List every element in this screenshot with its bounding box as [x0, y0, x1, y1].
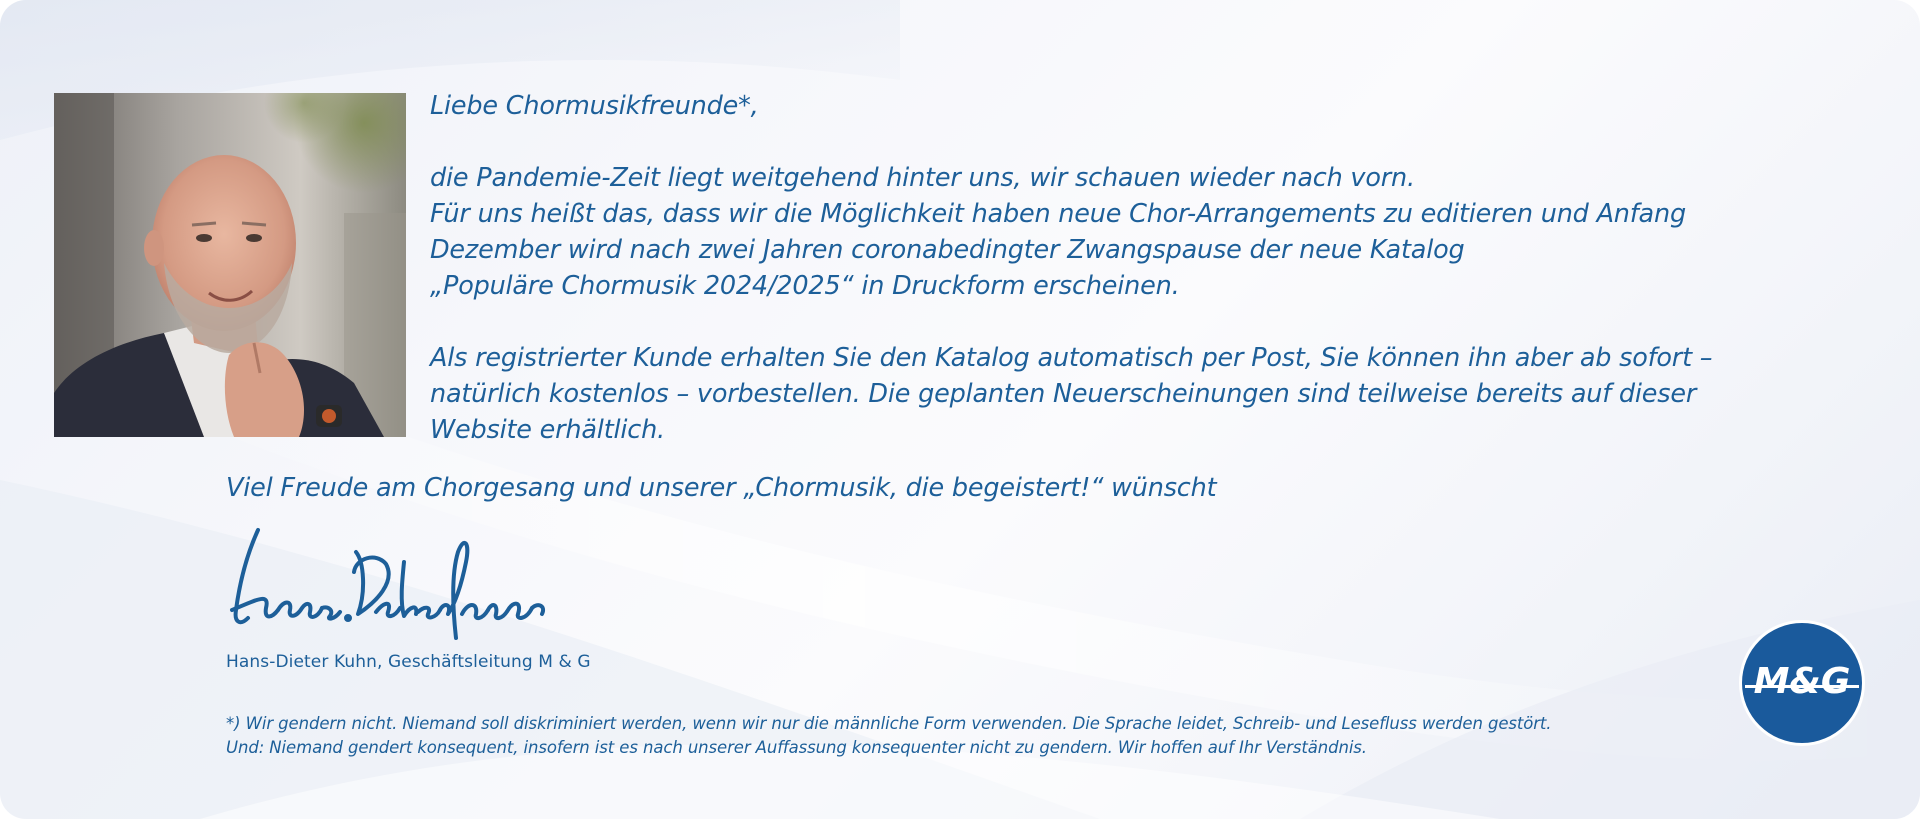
signer-name: Hans-Dieter Kuhn, Geschäftsleitung M & G [226, 652, 591, 672]
salutation: Liebe Chormusikfreunde*, [430, 91, 759, 121]
footnote-line: Und: Niemand gendert konsequent, insofern ist es nach unserer Auffassung konsequenter nicht zu gendern. Wir hoffen auf Ihr Verständnis. [226, 738, 1367, 757]
paragraph1-line: die Pandemie-Zeit liegt weitgehend hinter uns, wir schauen wieder nach vorn. [430, 163, 1415, 193]
paragraph2-line: Website erhältlich. [430, 415, 665, 445]
mg-logo-icon[interactable] [1737, 618, 1867, 748]
paragraph2-line: Als registrierter Kunde erhalten Sie den Katalog automatisch per Post, Sie können ihn aber ab sofort – [430, 343, 1713, 373]
paragraph1-line: Dezember wird nach zwei Jahren coronabedingter Zwangspause der neue Katalog [430, 235, 1465, 265]
paragraph1-line: „Populäre Chormusik 2024/2025“ in Druckform erscheinen. [430, 271, 1180, 301]
paragraph1-line: Für uns heißt das, dass wir die Möglichkeit haben neue Chor-Arrangements zu editieren und Anfang [430, 199, 1686, 229]
handwritten-signature [226, 522, 556, 642]
svg-text:M&G: M&G [1753, 661, 1851, 702]
footnote [226, 712, 1726, 760]
footnote-line: *) Wir gendern nicht. Niemand soll diskriminiert werden, wenn wir nur die männliche Form verwenden. Die Sprache leidet, Schreib- und Lesefluss werden gestört. [226, 714, 1552, 733]
letter-body [430, 88, 1760, 448]
paragraph2-line: natürlich kostenlos – vorbestellen. Die geplanten Neuerscheinungen sind teilweise bereits auf dieser [430, 379, 1697, 409]
portrait-photo [54, 93, 406, 437]
closing-line: Viel Freude am Chorgesang und unserer „Chormusik, die begeistert!“ wünscht [226, 473, 1217, 503]
